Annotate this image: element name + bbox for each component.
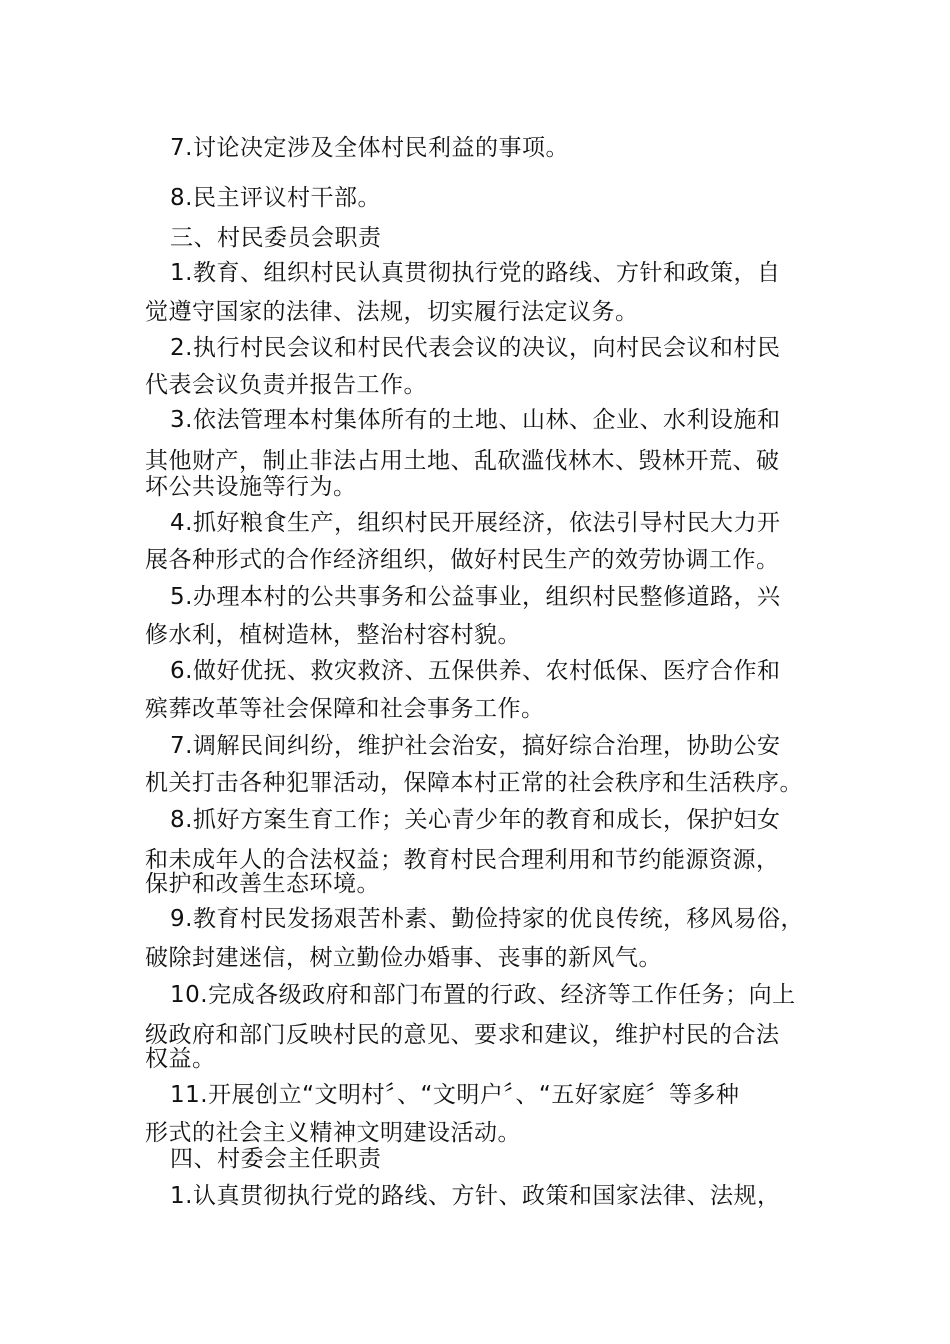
section-heading: 三、村民委员会职责	[170, 225, 382, 251]
text-line: 觉遵守国家的法律、法规，切实履行法定议务。	[145, 299, 639, 325]
text-line: 保护和改善生态环境。	[145, 871, 380, 897]
text-line: 殡葬改革等社会保障和社会事务工作。	[145, 696, 545, 722]
text-line: 8.抓好方案生育工作；关心青少年的教育和成长，保护妇女	[170, 807, 781, 833]
text-line: 8.民主评议村干部。	[170, 185, 381, 211]
text-line: 破除封建迷信，树立勤俭办婚事、丧事的新风气。	[145, 945, 662, 971]
text-line: 1.教育、组织村民认真贯彻执行党的路线、方针和政策，自	[170, 260, 781, 286]
text-line: 和未成年人的合法权益；教育村民合理利用和节约能源资源，	[145, 847, 780, 873]
text-line: 代表会议负责并报告工作。	[145, 372, 427, 398]
section-heading: 四、村委会主任职责	[170, 1146, 382, 1172]
text-line: 其他财产，制止非法占用土地、乱砍滥伐林木、毁林开荒、破	[145, 448, 780, 474]
text-line: 2.执行村民会议和村民代表会议的决议，向村民会议和村民	[170, 335, 781, 361]
text-line: 级政府和部门反映村民的意见、要求和建议，维护村民的合法	[145, 1022, 780, 1048]
text-line: 展各种形式的合作经济组织，做好村民生产的效劳协调工作。	[145, 547, 780, 573]
text-line: 形式的社会主义精神文明建设活动。	[145, 1120, 521, 1146]
text-line: 7.调解民间纠纷，维护社会治安，搞好综合治理，协助公安	[170, 733, 781, 759]
text-line: 3.依法管理本村集体所有的土地、山林、企业、水利设施和	[170, 407, 781, 433]
text-line: 机关打击各种犯罪活动，保障本村正常的社会秩序和生活秩序。	[145, 770, 803, 796]
text-line: 11.开展创立“文明村〞、“文明户〞、“五好家庭〞等多种	[170, 1082, 740, 1108]
text-line: 权益。	[145, 1046, 216, 1072]
text-line: 4.抓好粮食生产，组织村民开展经济，依法引导村民大力开	[170, 510, 781, 536]
text-line: 坏公共设施等行为。	[145, 474, 357, 500]
text-line: 7.讨论决定涉及全体村民利益的事项。	[170, 135, 569, 161]
text-line: 9.教育村民发扬艰苦朴素、勤俭持家的优良传统，移风易俗，	[170, 906, 804, 932]
text-line: 10.完成各级政府和部门布置的行政、经济等工作任务；向上	[170, 982, 796, 1008]
text-line: 5.办理本村的公共事务和公益事业，组织村民整修道路，兴	[170, 584, 781, 610]
text-line: 6.做好优抚、救灾救济、五保供养、农村低保、医疗合作和	[170, 658, 781, 684]
text-line: 修水利，植树造林，整治村容村貌。	[145, 622, 521, 648]
text-line: 1.认真贯彻执行党的路线、方针、政策和国家法律、法规，	[170, 1183, 781, 1209]
